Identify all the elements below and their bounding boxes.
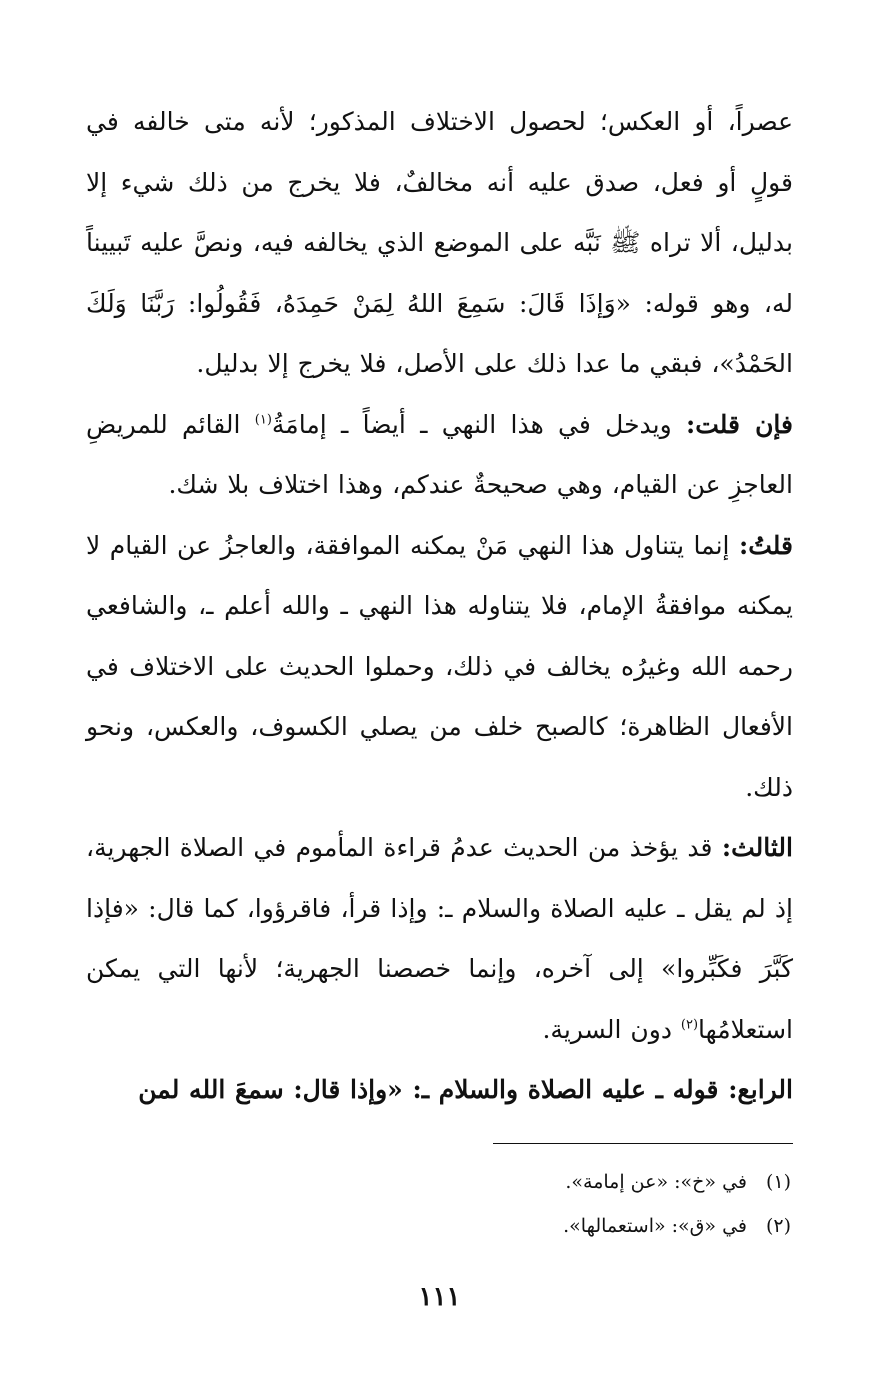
footnote-1-text: في «خ»: «عن إمامة».: [565, 1171, 747, 1193]
footnote-2-number: (٢): [765, 1215, 791, 1237]
footnote-ref-1: (١): [254, 412, 272, 428]
paragraph-2-lead: فإن قلت:: [686, 409, 793, 439]
footnote-divider: [493, 1143, 793, 1144]
footnote-2-text: في «ق»: «استعمالها».: [563, 1215, 747, 1237]
paragraph-4: [86, 818, 793, 1060]
paragraph-2: [86, 395, 793, 516]
paragraph-4-text-a: قد يؤخذ من الحديث عدمُ قراءة المأموم في الصلاة الجهرية، إذ لم يقل ـ عليه الصلاة والسلام ـ: وإذا قرأ، فاقرؤوا، كما قال: «فإذا كَبَّرَ فكَبِّروا» إلى آخره، وإنما خصصنا الجهرية؛ لأنها التي يمكن استعلامُها: [86, 833, 793, 1044]
paragraph-1: [86, 92, 793, 395]
paragraph-4-lead: الثالث:: [721, 833, 793, 862]
main-text: [86, 92, 793, 1121]
paragraph-1-text: عصراً، أو العكس؛ لحصول الاختلاف المذكور؛ لأنه متى خالفه في قولٍ أو فعل، صدق عليه أنه مخالفٌ، فلا يخرج من ذلك شيء إلا بدليل، ألا تراه ﷺ نَبَّه على الموضع الذي يخالفه فيه، ونصَّ عليه تَبييناً له، وهو قوله: «وَإذَا قَالَ: سَمِعَ اللهُ لِمَنْ حَمِدَهُ، فَقُولُوا: رَبَّنَا وَلَكَ الحَمْدُ»، فبقي ما عدا ذلك على الأصل، فلا يخرج إلا بدليل.: [86, 107, 793, 378]
paragraph-5-lead: الرابع: قوله ـ عليه الصلاة والسلام ـ: «وإذا قال: سمعَ الله لمن: [138, 1075, 793, 1104]
paragraph-3: [86, 516, 793, 819]
footnote-1: [91, 1160, 791, 1204]
paragraph-2-text-b: القائم للمريضِ العاجزِ عن القيام، وهي صحيحةٌ عندكم، وهذا اختلاف بلا شك.: [86, 409, 793, 499]
paragraph-3-text: إنما يتناول هذا النهي مَنْ يمكنه الموافقة، والعاجزُ عن القيام لا يمكنه موافقةُ الإمام، فلا يتناوله هذا النهي ـ والله أعلم ـ، والشافعي رحمه الله وغيرُه يخالف في ذلك، وحملوا الحديث على الاختلاف في الأفعال الظاهرة؛ كالصبح خلف من يصلي الكسوف، والعكس، ونحو ذلك.: [86, 530, 793, 802]
page-number: ١١١: [418, 1282, 461, 1312]
paragraph-2-text-a: ويدخل في هذا النهي ـ أيضاً ـ إمامَةُ: [271, 409, 686, 439]
footnote-ref-2: (٢): [680, 1017, 699, 1033]
footnote-1-number: (١): [765, 1171, 791, 1193]
footnote-2: [91, 1204, 791, 1248]
paragraph-5: [86, 1060, 793, 1121]
paragraph-3-lead: قلتُ:: [738, 530, 793, 560]
footnotes: [91, 1160, 791, 1248]
paragraph-4-text-b: دون السرية.: [542, 1014, 681, 1044]
